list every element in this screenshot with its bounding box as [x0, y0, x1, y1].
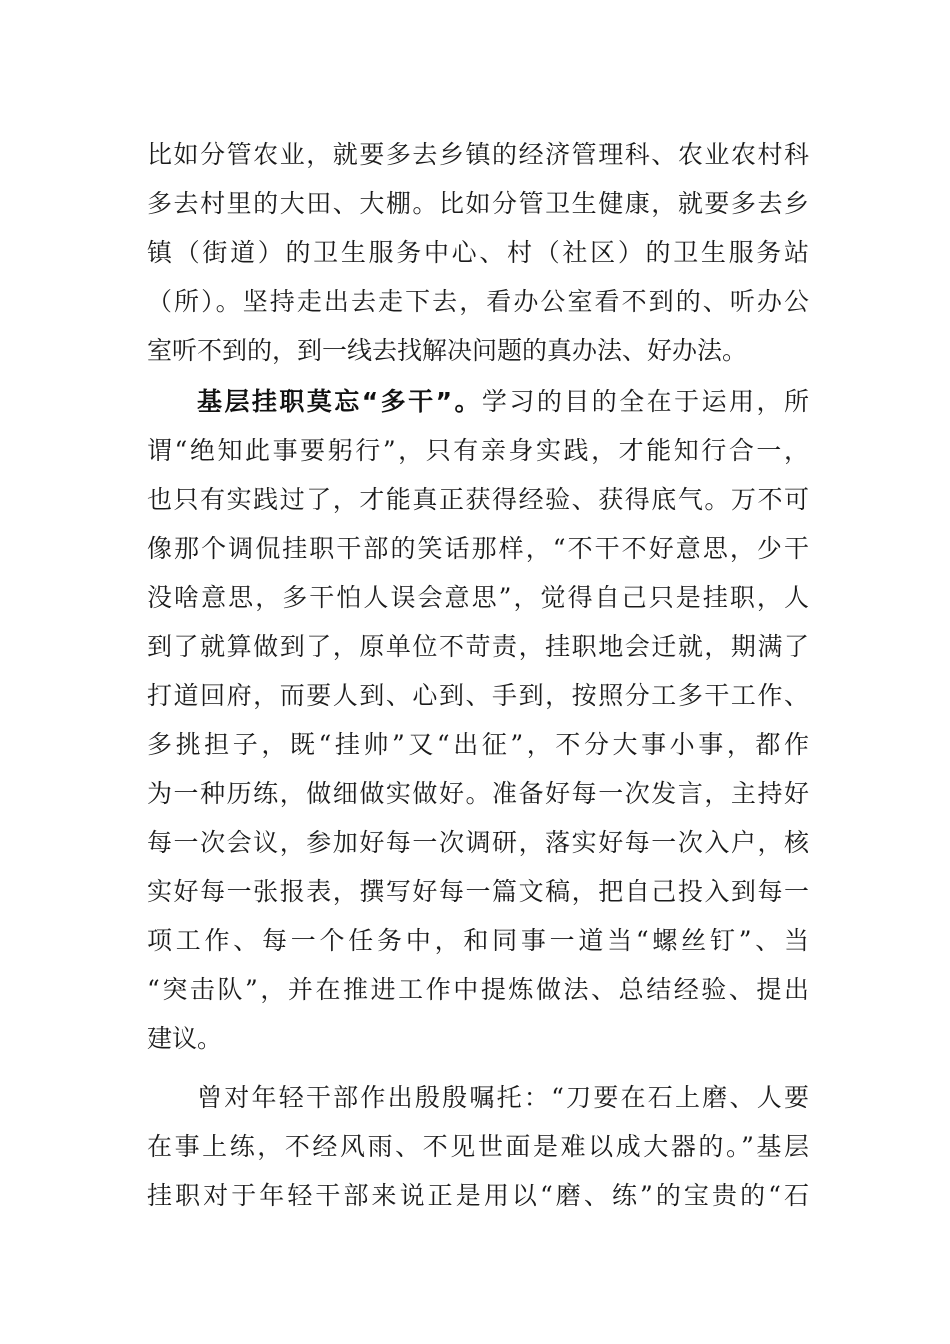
- text-line: 实好每一张报表，撰写好每一篇文稿，把自己投入到每一: [147, 877, 809, 906]
- text-line: 项工作、每一个任务中，和同事一道当“螺丝钉”、当: [147, 926, 809, 955]
- text-line: （所）。坚持走出去走下去，看办公室看不到的、听办公: [147, 287, 809, 316]
- text-line: 室听不到的，到一线去找解决问题的真办法、好办法。: [147, 336, 748, 365]
- paragraph-3: [147, 1073, 809, 1220]
- text-line: 多挑担子，既“挂帅”又“出征”，不分大事小事，都作: [147, 730, 809, 759]
- text-line: 到了就算做到了，原单位不苛责，挂职地会迁就，期满了: [147, 632, 809, 661]
- text-line: 像那个调侃挂职干部的笑话那样，“不干不好意思，少干: [147, 534, 809, 563]
- text-line: 建议。: [147, 1024, 223, 1053]
- text-line-first: 曾对年轻干部作出殷殷嘱托：“刀要在石上磨、人要: [197, 1083, 809, 1112]
- text-line: 为一种历练，做细做实做好。准备好每一次发言，主持好: [147, 779, 809, 808]
- text-line: 每一次会议，参加好每一次调研，落实好每一次入户，核: [147, 828, 809, 857]
- text-line: 谓“绝知此事要躬行”，只有亲身实践，才能知行合一，: [147, 436, 809, 465]
- paragraph-2: [147, 377, 809, 1063]
- text-line: 打道回府，而要人到、心到、手到，按照分工多干工作、: [147, 681, 809, 710]
- text-line: 镇（街道）的卫生服务中心、村（社区）的卫生服务站: [147, 238, 809, 267]
- text-line: 没啥意思，多干怕人误会意思”，觉得自己只是挂职，人: [147, 583, 809, 612]
- text-line: “突击队”，并在推进工作中提炼做法、总结经验、提出: [147, 975, 809, 1004]
- text-line: 也只有实践过了，才能真正获得经验、获得底气。万不可: [147, 485, 809, 514]
- paragraph-heading: 基层挂职莫忘“多干”。: [197, 387, 482, 416]
- text-line-first: [147, 377, 809, 426]
- text-line: 挂职对于年轻干部来说正是用以“磨、练”的宝贵的“石: [147, 1181, 809, 1210]
- paragraph-1: [147, 130, 809, 375]
- paragraph-first-line-rest: 学习的目的全在于运用，所: [481, 387, 809, 416]
- text-line: 比如分管农业，就要多去乡镇的经济管理科、农业农村科: [147, 140, 809, 169]
- text-line: 多去村里的大田、大棚。比如分管卫生健康，就要多去乡: [147, 189, 809, 218]
- text-line: 在事上练，不经风雨、不见世面是难以成大器的。”基层: [147, 1132, 809, 1161]
